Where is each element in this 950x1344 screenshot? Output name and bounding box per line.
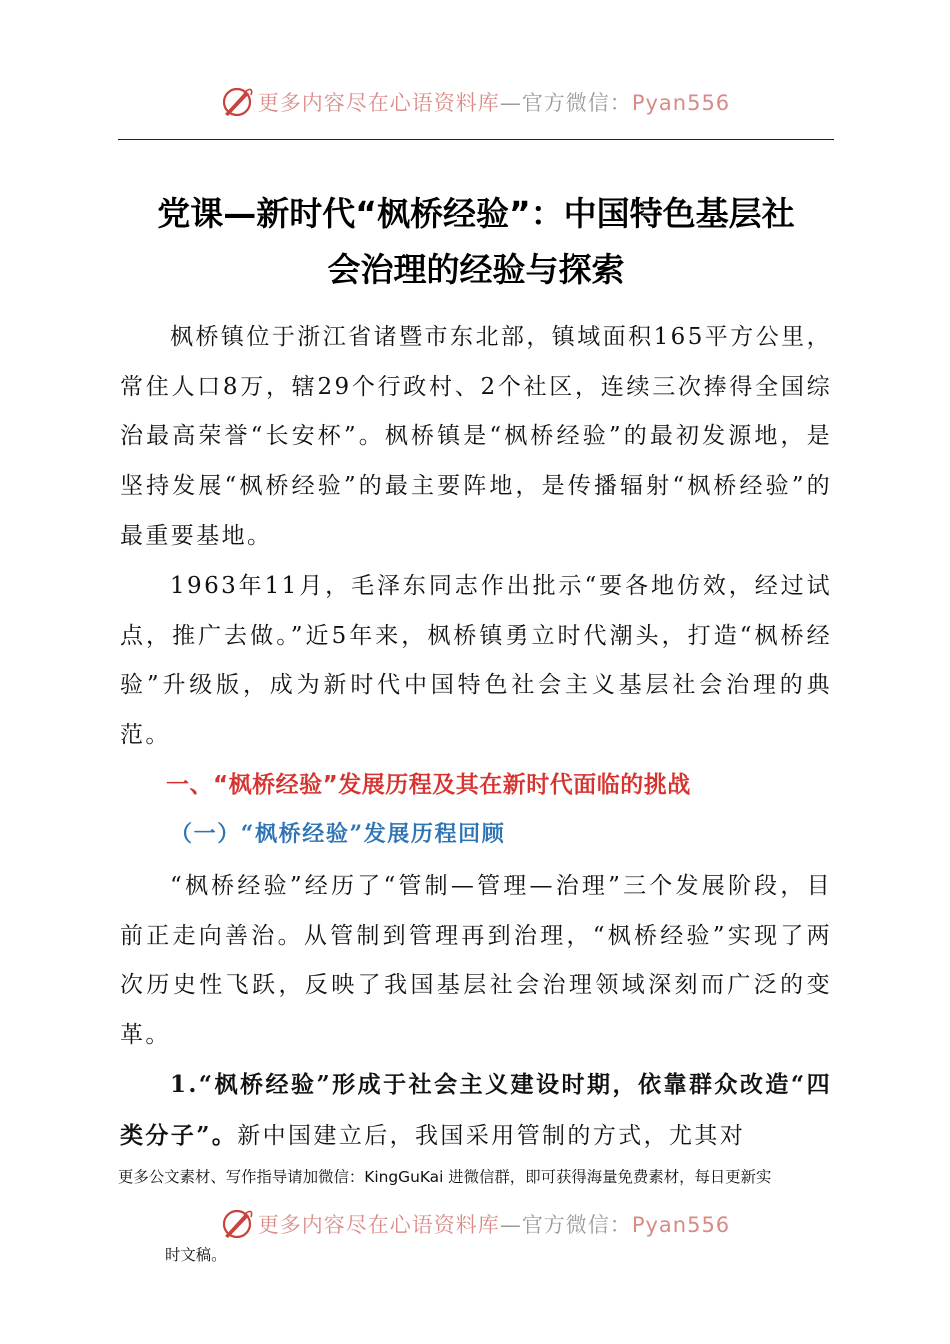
- title-line-2: 会治理的经验与探索: [327, 250, 625, 289]
- footer-note-line-1: 更多公文素材、写作指导请加微信：KingGuKai 进微信群，即可获得海量免费素材，每日更新实: [118, 1168, 772, 1186]
- paragraph-intro: 枫桥镇位于浙江省诸暨市东北部，镇域面积165平方公里，常住人口8万，辖29个行政村、2个社区，连续三次捧得全国综治最高荣誉“长安杯”。枫桥镇是“枫桥经验”的最初发源地，是坚持发展“枫桥经验”的最主要阵地，是传播辐射“枫桥经验”的最重要基地。: [120, 324, 832, 549]
- footer-banner: [0, 1204, 950, 1244]
- paragraph-1963: 1963年11月，毛泽东同志作出批示“要各地仿效，经过试点，推广去做。”近5年来，枫桥镇勇立时代潮头，打造“枫桥经验”升级版，成为新时代中国特色社会主义基层社会治理的典范。: [120, 573, 832, 749]
- header-banner: [0, 82, 950, 122]
- banner-text: 更多内容尽在心语资料库—官方微信：Pyan556: [257, 91, 731, 115]
- title-line-1: 党课—新时代“枫桥经验”：中国特色基层社: [157, 194, 795, 233]
- point-1-text: 新中国建立后，我国采用管制的方式，尤其对: [237, 1122, 746, 1149]
- footer-note-line-2: 时文稿。: [165, 1246, 227, 1264]
- section-heading-1: 一、“枫桥经验”发展历程及其在新时代面临的挑战: [166, 772, 691, 798]
- paragraph-point-1: [120, 1060, 832, 1161]
- header-rule: [118, 139, 834, 140]
- subsection-heading-1: （一）“枫桥经验”发展历程回顾: [170, 821, 506, 847]
- point-1-lead: 1.“枫桥经验”形成于社会主义建设时期，依靠群众改造“四类分子”。: [120, 1071, 832, 1149]
- document-title: [108, 186, 844, 298]
- quill-pen-logo-icon: [220, 85, 254, 119]
- banner-text: 更多内容尽在心语资料库—官方微信：Pyan556: [257, 1213, 731, 1237]
- paragraph-stages: “枫桥经验”经历了“管制—管理—治理”三个发展阶段，目前正走向善治。从管制到管理再到治理，“枫桥经验”实现了两次历史性飞跃，反映了我国基层社会治理领域深刻而广泛的变革。: [120, 873, 832, 1049]
- quill-pen-logo-icon: [220, 1207, 254, 1241]
